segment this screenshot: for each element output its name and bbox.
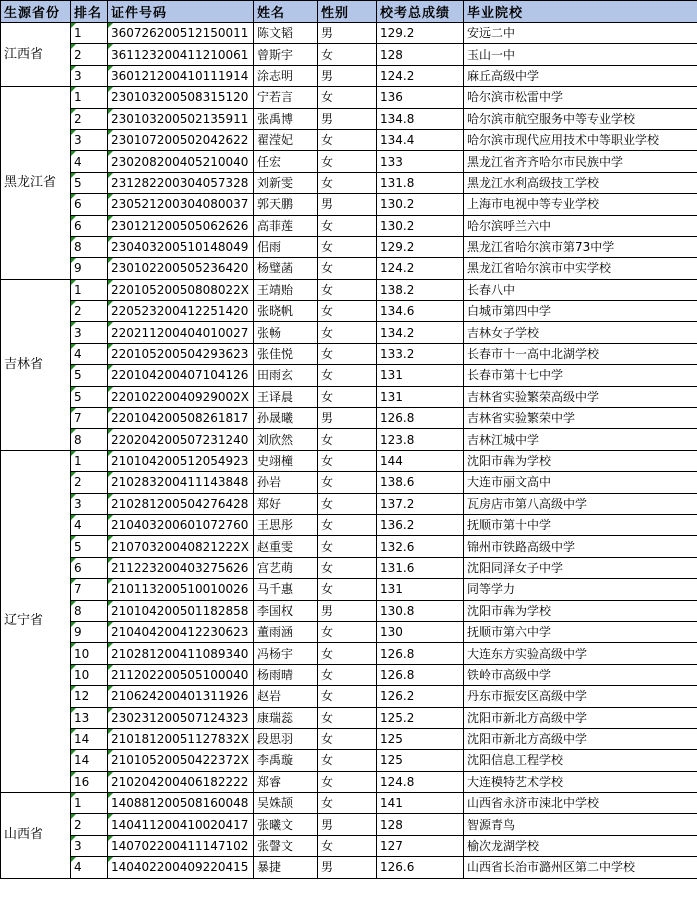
- cell-name[interactable]: 吴姝颉: [254, 793, 318, 814]
- cell-school[interactable]: 瓦房店市第八高级中学: [464, 493, 697, 514]
- cell-rank[interactable]: 1: [71, 23, 108, 44]
- cell-rank[interactable]: 1: [71, 793, 108, 814]
- cell-id-number[interactable]: 230103200502135911: [108, 108, 254, 129]
- cell-school[interactable]: 白城市第四中学: [464, 301, 697, 322]
- cell-total-score[interactable]: 123.8: [377, 429, 464, 450]
- cell-id-number[interactable]: 230208200405210040: [108, 151, 254, 172]
- cell-gender[interactable]: 男: [318, 108, 377, 129]
- cell-rank[interactable]: 5: [71, 386, 108, 407]
- cell-total-score[interactable]: 125: [377, 728, 464, 749]
- cell-total-score[interactable]: 136: [377, 87, 464, 108]
- cell-name[interactable]: 涂志明: [254, 65, 318, 86]
- cell-gender[interactable]: 女: [318, 664, 377, 685]
- cell-total-score[interactable]: 131.8: [377, 172, 464, 193]
- cell-gender[interactable]: 女: [318, 279, 377, 300]
- cell-id-number[interactable]: 211202200505100040: [108, 664, 254, 685]
- cell-rank[interactable]: 3: [71, 129, 108, 150]
- table-row: [1, 536, 697, 557]
- cell-name[interactable]: 郑好: [254, 493, 318, 514]
- cell-id-number[interactable]: 210113200510010026: [108, 579, 254, 600]
- cell-school[interactable]: 铁岭市高级中学: [464, 664, 697, 685]
- cell-id-number[interactable]: 22010220040929002X: [108, 386, 254, 407]
- cell-name[interactable]: 郑睿: [254, 771, 318, 792]
- header-id-number[interactable]: 证件号码: [108, 1, 254, 23]
- cell-gender[interactable]: 女: [318, 151, 377, 172]
- cell-school[interactable]: 黑龙江省齐齐哈尔市民族中学: [464, 151, 697, 172]
- cell-gender[interactable]: 女: [318, 365, 377, 386]
- cell-gender[interactable]: 女: [318, 472, 377, 493]
- cell-name[interactable]: 杨璧菡: [254, 258, 318, 279]
- cell-school[interactable]: 沈阳信息工程学校: [464, 750, 697, 771]
- cell-total-score[interactable]: 136.2: [377, 514, 464, 535]
- cell-name[interactable]: 刘新雯: [254, 172, 318, 193]
- header-total-score[interactable]: 校考总成绩: [377, 1, 464, 23]
- cell-name[interactable]: 马千惠: [254, 579, 318, 600]
- cell-gender[interactable]: 女: [318, 44, 377, 65]
- cell-id-number[interactable]: 210404200412230623: [108, 621, 254, 642]
- cell-rank[interactable]: 4: [71, 857, 108, 878]
- cell-name[interactable]: 王思彤: [254, 514, 318, 535]
- cell-id-number[interactable]: 360121200410111914: [108, 65, 254, 86]
- cell-id-number[interactable]: 210104200501182858: [108, 600, 254, 621]
- cell-total-score[interactable]: 134.6: [377, 301, 464, 322]
- cell-total-score[interactable]: 130: [377, 621, 464, 642]
- cell-id-number[interactable]: 230521200304080037: [108, 194, 254, 215]
- table-row: [1, 728, 697, 749]
- cell-id-number[interactable]: 140702200411147102: [108, 835, 254, 856]
- cell-rank[interactable]: 2: [71, 472, 108, 493]
- cell-total-score[interactable]: 125.2: [377, 707, 464, 728]
- table-row: [1, 258, 697, 279]
- cell-rank[interactable]: 3: [71, 322, 108, 343]
- cell-gender[interactable]: 女: [318, 493, 377, 514]
- cell-gender[interactable]: 女: [318, 728, 377, 749]
- cell-name[interactable]: 李国权: [254, 600, 318, 621]
- cell-school[interactable]: 沈阳市犇为学校: [464, 600, 697, 621]
- cell-school[interactable]: 山西省永济市涑北中学校: [464, 793, 697, 814]
- table-row: [1, 365, 697, 386]
- cell-name[interactable]: 张禹博: [254, 108, 318, 129]
- cell-id-number[interactable]: 21018120051127832X: [108, 728, 254, 749]
- cell-school[interactable]: 上海市电视中等专业学校: [464, 194, 697, 215]
- cell-gender[interactable]: 女: [318, 835, 377, 856]
- cell-total-score[interactable]: 138.2: [377, 279, 464, 300]
- cell-total-score[interactable]: 130.2: [377, 194, 464, 215]
- table-row: [1, 386, 697, 407]
- cell-rank[interactable]: 5: [71, 365, 108, 386]
- table-body: [1, 23, 697, 879]
- table-row: [1, 408, 697, 429]
- header-gender[interactable]: 性别: [318, 1, 377, 23]
- cell-total-score[interactable]: 125: [377, 750, 464, 771]
- cell-id-number[interactable]: 22010520050808022X: [108, 279, 254, 300]
- cell-province[interactable]: 黑龙江省: [1, 87, 71, 280]
- cell-rank[interactable]: 7: [71, 579, 108, 600]
- cell-rank[interactable]: 3: [71, 65, 108, 86]
- cell-school[interactable]: 沈阳同泽女子中学: [464, 557, 697, 578]
- cell-name[interactable]: 张佳悦: [254, 343, 318, 364]
- table-row: [1, 279, 697, 300]
- cell-name[interactable]: 冯杨宇: [254, 643, 318, 664]
- cell-gender[interactable]: 女: [318, 301, 377, 322]
- table-row: [1, 664, 697, 685]
- cell-rank[interactable]: 6: [71, 557, 108, 578]
- cell-name[interactable]: 李禹璇: [254, 750, 318, 771]
- cell-total-score[interactable]: 130.8: [377, 600, 464, 621]
- cell-total-score[interactable]: 134.8: [377, 108, 464, 129]
- cell-school[interactable]: 大连市丽文高中: [464, 472, 697, 493]
- cell-id-number[interactable]: 220204200507231240: [108, 429, 254, 450]
- cell-gender[interactable]: 男: [318, 857, 377, 878]
- table-row: [1, 814, 697, 835]
- cell-gender[interactable]: 男: [318, 194, 377, 215]
- cell-gender[interactable]: 女: [318, 258, 377, 279]
- cell-id-number[interactable]: 140402200409220415: [108, 857, 254, 878]
- cell-id-number[interactable]: 220105200504293623: [108, 343, 254, 364]
- cell-name[interactable]: 翟滢妃: [254, 129, 318, 150]
- cell-rank[interactable]: 4: [71, 343, 108, 364]
- cell-total-score[interactable]: 133.2: [377, 343, 464, 364]
- cell-total-score[interactable]: 130.2: [377, 215, 464, 236]
- cell-id-number[interactable]: 220104200407104126: [108, 365, 254, 386]
- cell-gender[interactable]: 男: [318, 814, 377, 835]
- cell-rank[interactable]: 2: [71, 301, 108, 322]
- cell-school[interactable]: 吉林女子学校: [464, 322, 697, 343]
- cell-name[interactable]: 张畅: [254, 322, 318, 343]
- cell-gender[interactable]: 女: [318, 343, 377, 364]
- cell-school[interactable]: 长春市十一高中北湖学校: [464, 343, 697, 364]
- cell-school[interactable]: 抚顺市第十中学: [464, 514, 697, 535]
- cell-school[interactable]: 黑龙江省哈尔滨市第73中学: [464, 236, 697, 257]
- table-row: [1, 343, 697, 364]
- cell-rank[interactable]: 9: [71, 621, 108, 642]
- cell-school[interactable]: 山西省长治市潞州区第二中学校: [464, 857, 697, 878]
- cell-school[interactable]: 哈尔滨市松雷中学: [464, 87, 697, 108]
- header-name[interactable]: 姓名: [254, 1, 318, 23]
- cell-gender[interactable]: 女: [318, 579, 377, 600]
- cell-total-score[interactable]: 132.6: [377, 536, 464, 557]
- cell-gender[interactable]: 女: [318, 707, 377, 728]
- table-row: [1, 514, 697, 535]
- cell-total-score[interactable]: 134.4: [377, 129, 464, 150]
- cell-total-score[interactable]: 127: [377, 835, 464, 856]
- cell-name[interactable]: 王靖贻: [254, 279, 318, 300]
- cell-province[interactable]: 辽宁省: [1, 450, 71, 792]
- cell-id-number[interactable]: 210281200504276428: [108, 493, 254, 514]
- cell-id-number[interactable]: 220211200404010027: [108, 322, 254, 343]
- cell-school[interactable]: 榆次龙湖学校: [464, 835, 697, 856]
- cell-name[interactable]: 任宏: [254, 151, 318, 172]
- cell-rank[interactable]: 12: [71, 686, 108, 707]
- cell-id-number[interactable]: 230103200508315120: [108, 87, 254, 108]
- cell-school[interactable]: 抚顺市第六中学: [464, 621, 697, 642]
- cell-total-score[interactable]: 126.8: [377, 664, 464, 685]
- table-row: [1, 44, 697, 65]
- table-row: [1, 686, 697, 707]
- cell-total-score[interactable]: 129.2: [377, 236, 464, 257]
- cell-gender[interactable]: 女: [318, 215, 377, 236]
- header-school[interactable]: 毕业院校: [464, 1, 697, 23]
- cell-school[interactable]: 哈尔滨呼兰六中: [464, 215, 697, 236]
- cell-gender[interactable]: 女: [318, 172, 377, 193]
- cell-total-score[interactable]: 134.2: [377, 322, 464, 343]
- header-rank[interactable]: 排名: [71, 1, 108, 23]
- cell-name[interactable]: 刘欣然: [254, 429, 318, 450]
- table-row: [1, 301, 697, 322]
- cell-name[interactable]: 赵岩: [254, 686, 318, 707]
- cell-id-number[interactable]: 210104200512054923: [108, 450, 254, 471]
- cell-rank[interactable]: 3: [71, 493, 108, 514]
- table-row: [1, 750, 697, 771]
- cell-gender[interactable]: 女: [318, 87, 377, 108]
- table-row: [1, 493, 697, 514]
- cell-name[interactable]: 田雨玄: [254, 365, 318, 386]
- cell-rank[interactable]: 1: [71, 450, 108, 471]
- cell-total-score[interactable]: 124.8: [377, 771, 464, 792]
- table-row: [1, 450, 697, 471]
- cell-school[interactable]: 长春市第十七中学: [464, 365, 697, 386]
- cell-gender[interactable]: 女: [318, 750, 377, 771]
- table-row: [1, 557, 697, 578]
- cell-total-score[interactable]: 126.2: [377, 686, 464, 707]
- cell-school[interactable]: 锦州市铁路高级中学: [464, 536, 697, 557]
- cell-gender[interactable]: 女: [318, 557, 377, 578]
- cell-name[interactable]: 段思羽: [254, 728, 318, 749]
- cell-name[interactable]: 佀雨: [254, 236, 318, 257]
- cell-total-score[interactable]: 138.6: [377, 472, 464, 493]
- cell-rank[interactable]: 8: [71, 236, 108, 257]
- cell-total-score[interactable]: 128: [377, 814, 464, 835]
- table-row: [1, 23, 697, 44]
- cell-total-score[interactable]: 124.2: [377, 258, 464, 279]
- cell-id-number[interactable]: 210283200411143848: [108, 472, 254, 493]
- cell-school[interactable]: 同等学力: [464, 579, 697, 600]
- cell-rank[interactable]: 4: [71, 514, 108, 535]
- cell-gender[interactable]: 女: [318, 536, 377, 557]
- cell-name[interactable]: 董雨涵: [254, 621, 318, 642]
- cell-gender[interactable]: 女: [318, 450, 377, 471]
- cell-id-number[interactable]: 140411200410020417: [108, 814, 254, 835]
- header-row: [1, 1, 697, 23]
- cell-school[interactable]: 哈尔滨市现代应用技术中等职业学校: [464, 129, 697, 150]
- cell-gender[interactable]: 女: [318, 643, 377, 664]
- table-row: [1, 600, 697, 621]
- cell-total-score[interactable]: 131.6: [377, 557, 464, 578]
- cell-rank[interactable]: 13: [71, 707, 108, 728]
- table-row: [1, 835, 697, 856]
- cell-total-score[interactable]: 129.2: [377, 23, 464, 44]
- cell-name[interactable]: 杨雨晴: [254, 664, 318, 685]
- cell-school[interactable]: 丹东市振安区高级中学: [464, 686, 697, 707]
- cell-id-number[interactable]: 211223200403275626: [108, 557, 254, 578]
- cell-rank[interactable]: 8: [71, 600, 108, 621]
- cell-gender[interactable]: 女: [318, 771, 377, 792]
- cell-rank[interactable]: 6: [71, 215, 108, 236]
- table-row: [1, 579, 697, 600]
- cell-rank[interactable]: 7: [71, 408, 108, 429]
- cell-rank[interactable]: 5: [71, 536, 108, 557]
- cell-rank[interactable]: 3: [71, 835, 108, 856]
- cell-total-score[interactable]: 133: [377, 151, 464, 172]
- table-row: [1, 621, 697, 642]
- cell-gender[interactable]: 女: [318, 686, 377, 707]
- table-row: [1, 129, 697, 150]
- cell-total-score[interactable]: 144: [377, 450, 464, 471]
- cell-name[interactable]: 高菲莲: [254, 215, 318, 236]
- cell-school[interactable]: 哈尔滨市航空服务中等专业学校: [464, 108, 697, 129]
- cell-gender[interactable]: 女: [318, 236, 377, 257]
- cell-id-number[interactable]: 21070320040821222X: [108, 536, 254, 557]
- cell-total-score[interactable]: 131: [377, 365, 464, 386]
- cell-gender[interactable]: 女: [318, 621, 377, 642]
- cell-name[interactable]: 张晓帆: [254, 301, 318, 322]
- cell-rank[interactable]: 14: [71, 750, 108, 771]
- cell-id-number[interactable]: 210403200601072760: [108, 514, 254, 535]
- cell-name[interactable]: 张曦文: [254, 814, 318, 835]
- table-row: [1, 429, 697, 450]
- cell-rank[interactable]: 10: [71, 664, 108, 685]
- cell-rank[interactable]: 8: [71, 429, 108, 450]
- cell-rank[interactable]: 6: [71, 194, 108, 215]
- cell-school[interactable]: 吉林省实验繁荣高级中学: [464, 386, 697, 407]
- cell-gender[interactable]: 女: [318, 386, 377, 407]
- header-province[interactable]: 生源省份: [1, 1, 71, 23]
- cell-name[interactable]: 郭天鹏: [254, 194, 318, 215]
- cell-id-number[interactable]: 230107200502042622: [108, 129, 254, 150]
- cell-gender[interactable]: 男: [318, 408, 377, 429]
- cell-total-score[interactable]: 131: [377, 579, 464, 600]
- cell-school[interactable]: 大连模特艺术学校: [464, 771, 697, 792]
- cell-school[interactable]: 沈阳市新北方高级中学: [464, 707, 697, 728]
- table-row: [1, 707, 697, 728]
- cell-gender[interactable]: 男: [318, 65, 377, 86]
- table-row: [1, 215, 697, 236]
- cell-rank[interactable]: 9: [71, 258, 108, 279]
- table-row: [1, 322, 697, 343]
- cell-gender[interactable]: 女: [318, 514, 377, 535]
- cell-name[interactable]: 康瑞蕊: [254, 707, 318, 728]
- table-row: [1, 87, 697, 108]
- cell-id-number[interactable]: 210281200411089340: [108, 643, 254, 664]
- cell-total-score[interactable]: 126.8: [377, 643, 464, 664]
- table-row: [1, 108, 697, 129]
- table-row: [1, 472, 697, 493]
- cell-school[interactable]: 黑龙江水利高级技工学校: [464, 172, 697, 193]
- table-row: [1, 857, 697, 878]
- cell-rank[interactable]: 16: [71, 771, 108, 792]
- cell-rank[interactable]: 2: [71, 814, 108, 835]
- cell-rank[interactable]: 2: [71, 108, 108, 129]
- cell-school[interactable]: 长春八中: [464, 279, 697, 300]
- cell-name[interactable]: 陈文韬: [254, 23, 318, 44]
- cell-rank[interactable]: 14: [71, 728, 108, 749]
- table-row: [1, 771, 697, 792]
- cell-name[interactable]: 宁若言: [254, 87, 318, 108]
- cell-name[interactable]: 曾斯宇: [254, 44, 318, 65]
- cell-id-number[interactable]: 231282200304057328: [108, 172, 254, 193]
- cell-id-number[interactable]: 230403200510148049: [108, 236, 254, 257]
- cell-total-score[interactable]: 124.2: [377, 65, 464, 86]
- cell-rank[interactable]: 1: [71, 87, 108, 108]
- cell-gender[interactable]: 男: [318, 600, 377, 621]
- cell-id-number[interactable]: 361123200411210061: [108, 44, 254, 65]
- cell-name[interactable]: 宫艺萌: [254, 557, 318, 578]
- cell-gender[interactable]: 男: [318, 23, 377, 44]
- cell-school[interactable]: 吉林江城中学: [464, 429, 697, 450]
- table-row: [1, 172, 697, 193]
- cell-province[interactable]: 山西省: [1, 793, 71, 879]
- cell-rank[interactable]: 2: [71, 44, 108, 65]
- cell-gender[interactable]: 女: [318, 322, 377, 343]
- cell-rank[interactable]: 10: [71, 643, 108, 664]
- cell-province[interactable]: 吉林省: [1, 279, 71, 450]
- table-row: [1, 194, 697, 215]
- table-row: [1, 643, 697, 664]
- cell-gender[interactable]: 女: [318, 429, 377, 450]
- cell-school[interactable]: 安远二中: [464, 23, 697, 44]
- cell-school[interactable]: 麻丘高级中学: [464, 65, 697, 86]
- cell-total-score[interactable]: 128: [377, 44, 464, 65]
- cell-school[interactable]: 吉林省实验繁荣中学: [464, 408, 697, 429]
- cell-id-number[interactable]: 220523200412251420: [108, 301, 254, 322]
- cell-id-number[interactable]: 210204200406182222: [108, 771, 254, 792]
- cell-school[interactable]: 沈阳市犇为学校: [464, 450, 697, 471]
- cell-province[interactable]: 江西省: [1, 23, 71, 87]
- cell-school[interactable]: 沈阳市新北方高级中学: [464, 728, 697, 749]
- cell-school[interactable]: 玉山一中: [464, 44, 697, 65]
- table-row: [1, 151, 697, 172]
- table-row: [1, 65, 697, 86]
- cell-school[interactable]: 大连东方实验高级中学: [464, 643, 697, 664]
- cell-total-score[interactable]: 126.6: [377, 857, 464, 878]
- cell-total-score[interactable]: 141: [377, 793, 464, 814]
- cell-id-number[interactable]: 220104200508261817: [108, 408, 254, 429]
- cell-name[interactable]: 王译晨: [254, 386, 318, 407]
- table-row: [1, 793, 697, 814]
- cell-rank[interactable]: 4: [71, 151, 108, 172]
- table-row: [1, 236, 697, 257]
- cell-name[interactable]: 孙岩: [254, 472, 318, 493]
- cell-id-number[interactable]: 210624200401311926: [108, 686, 254, 707]
- cell-gender[interactable]: 女: [318, 793, 377, 814]
- cell-total-score[interactable]: 137.2: [377, 493, 464, 514]
- cell-name[interactable]: 赵重雯: [254, 536, 318, 557]
- cell-rank[interactable]: 1: [71, 279, 108, 300]
- cell-total-score[interactable]: 126.8: [377, 408, 464, 429]
- cell-id-number[interactable]: 230102200505236420: [108, 258, 254, 279]
- cell-gender[interactable]: 女: [318, 129, 377, 150]
- cell-id-number[interactable]: 140881200508160048: [108, 793, 254, 814]
- cell-name[interactable]: 张謦文: [254, 835, 318, 856]
- cell-name[interactable]: 孙晟曦: [254, 408, 318, 429]
- cell-name[interactable]: 暴捷: [254, 857, 318, 878]
- cell-total-score[interactable]: 131: [377, 386, 464, 407]
- cell-school[interactable]: 智源青鸟: [464, 814, 697, 835]
- cell-id-number[interactable]: 230121200505062626: [108, 215, 254, 236]
- cell-rank[interactable]: 5: [71, 172, 108, 193]
- cell-id-number[interactable]: 230231200507124323: [108, 707, 254, 728]
- cell-school[interactable]: 黑龙江省哈尔滨市中实学校: [464, 258, 697, 279]
- cell-id-number[interactable]: 360726200512150011: [108, 23, 254, 44]
- cell-id-number[interactable]: 21010520050422372X: [108, 750, 254, 771]
- cell-name[interactable]: 史翊橦: [254, 450, 318, 471]
